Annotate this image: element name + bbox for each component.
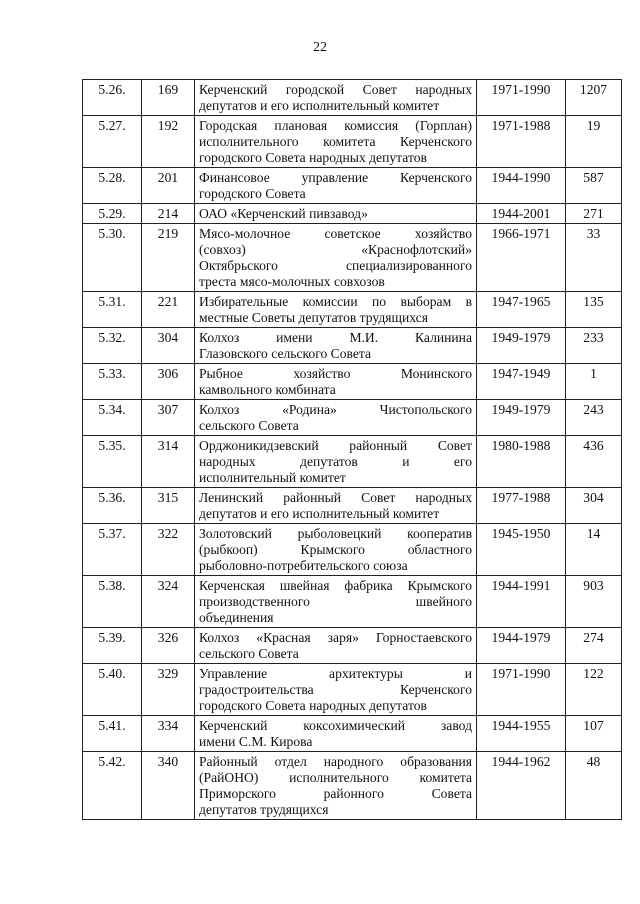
file-count-cell: 1 [566,364,622,400]
file-count-cell: 122 [566,664,622,716]
fund-name-line: (совхоз) «Краснофлотский» [199,242,472,257]
row-index-cell: 5.32. [83,328,142,364]
fund-name-line: исполнительного комитета Керченского [199,134,472,149]
date-range-cell: 1944-1955 [477,716,566,752]
fund-name-line: треста мясо-молочных совхозов [199,274,385,289]
fund-name-line: сельского Совета [199,646,299,661]
date-range-cell: 1949-1979 [477,328,566,364]
fund-name-line: Колхоз «Красная заря» Горностаевского [199,630,472,645]
date-range-cell: 1966-1971 [477,224,566,292]
file-count-cell: 135 [566,292,622,328]
file-count-cell: 271 [566,204,622,224]
date-range-cell: 1944-1990 [477,168,566,204]
page-number: 22 [313,40,327,55]
fund-name-cell [195,80,477,116]
fund-name-line: Керченский городской Совет народных [199,82,472,97]
fund-name-cell [195,204,477,224]
fund-name-line: депутатов и его исполнительный комитет [199,506,440,521]
fund-number-cell: 192 [142,116,195,168]
row-index-cell: 5.42. [83,752,142,820]
fund-number-cell: 169 [142,80,195,116]
fund-name-line: имени С.М. Кирова [199,734,313,749]
row-index-cell: 5.40. [83,664,142,716]
fund-name-line: Керченская швейная фабрика Крымского [199,578,472,593]
fund-name-line: городского Совета народных депутатов [199,150,427,165]
fund-name-line: рыболовно-потребительского союза [199,558,408,573]
fund-number-cell: 322 [142,524,195,576]
fund-name-cell [195,628,477,664]
fund-name-cell [195,292,477,328]
table-row [83,524,622,576]
fund-number-cell: 306 [142,364,195,400]
fund-name-line: Колхоз «Родина» Чистопольского [199,402,472,417]
fund-name-cell [195,664,477,716]
fund-name-line: городского Совета народных депутатов [199,698,427,713]
fund-number-cell: 201 [142,168,195,204]
row-index-cell: 5.35. [83,436,142,488]
fund-number-cell: 329 [142,664,195,716]
fund-name-line: Приморского районного Совета [199,786,472,801]
file-count-cell: 14 [566,524,622,576]
file-count-cell: 903 [566,576,622,628]
table-row [83,488,622,524]
fund-name-line: сельского Совета [199,418,299,433]
file-count-cell: 436 [566,436,622,488]
fund-name-line: объединения [199,610,274,625]
table-row [83,116,622,168]
fund-name-cell [195,752,477,820]
row-index-cell: 5.33. [83,364,142,400]
fund-name-line: (РайОНО) исполнительного комитета [199,770,472,785]
file-count-cell: 304 [566,488,622,524]
fund-number-cell: 307 [142,400,195,436]
table-row [83,364,622,400]
row-index-cell: 5.29. [83,204,142,224]
date-range-cell: 1949-1979 [477,400,566,436]
row-index-cell: 5.39. [83,628,142,664]
fund-name-line: городского Совета [199,186,306,201]
fund-number-cell: 219 [142,224,195,292]
date-range-cell: 1977-1988 [477,488,566,524]
fund-name-line: местные Советы депутатов трудящихся [199,310,428,325]
fund-name-line: исполнительный комитет [199,470,346,485]
fund-name-line: Керченский коксохимический завод [199,718,472,733]
fund-name-line: депутатов трудящихся [199,802,329,817]
fund-number-cell: 221 [142,292,195,328]
file-count-cell: 48 [566,752,622,820]
fund-number-cell: 324 [142,576,195,628]
row-index-cell: 5.37. [83,524,142,576]
table-row [83,204,622,224]
fund-name-line: Мясо-молочное советское хозяйство [199,226,472,241]
file-count-cell: 1207 [566,80,622,116]
file-count-cell: 19 [566,116,622,168]
fund-name-line: Глазовского сельского Совета [199,346,372,361]
fund-name-line: Городская плановая комиссия (Горплан) [199,118,472,133]
fund-name-line: Финансовое управление Керченского [199,170,472,185]
fund-name-cell [195,716,477,752]
fund-name-line: градостроительства Керченского [199,682,472,697]
row-index-cell: 5.31. [83,292,142,328]
date-range-cell: 1944-1979 [477,628,566,664]
fund-number-cell: 326 [142,628,195,664]
fund-name-cell [195,524,477,576]
table-row [83,664,622,716]
table-row [83,576,622,628]
fund-name-cell [195,488,477,524]
fund-name-line: Ленинский районный Совет народных [199,490,472,505]
fund-number-cell: 314 [142,436,195,488]
fund-name-line: Избирательные комиссии по выборам в [199,294,472,309]
archive-funds-table [82,79,622,820]
date-range-cell: 1944-1962 [477,752,566,820]
file-count-cell: 274 [566,628,622,664]
file-count-cell: 33 [566,224,622,292]
fund-name-line: Управление архитектуры и [199,666,472,681]
fund-name-line: (рыбкооп) Крымского областного [199,542,472,557]
fund-number-cell: 315 [142,488,195,524]
table-row [83,168,622,204]
fund-number-cell: 304 [142,328,195,364]
file-count-cell: 233 [566,328,622,364]
row-index-cell: 5.38. [83,576,142,628]
fund-name-line: производственного швейного [199,594,472,609]
row-index-cell: 5.30. [83,224,142,292]
date-range-cell: 1944-2001 [477,204,566,224]
file-count-cell: 587 [566,168,622,204]
date-range-cell: 1980-1988 [477,436,566,488]
fund-name-line: ОАО «Керченский пивзавод» [199,206,368,221]
date-range-cell: 1945-1950 [477,524,566,576]
table-row [83,752,622,820]
fund-name-cell [195,576,477,628]
fund-number-cell: 340 [142,752,195,820]
table-row [83,628,622,664]
fund-name-line: народных депутатов и его [199,454,472,469]
date-range-cell: 1947-1965 [477,292,566,328]
fund-name-cell [195,116,477,168]
file-count-cell: 243 [566,400,622,436]
date-range-cell: 1971-1990 [477,80,566,116]
fund-name-line: Рыбное хозяйство Монинского [199,366,472,381]
fund-name-line: камвольного комбината [199,382,336,397]
table-row [83,436,622,488]
row-index-cell: 5.34. [83,400,142,436]
fund-name-cell [195,400,477,436]
row-index-cell: 5.28. [83,168,142,204]
file-count-cell: 107 [566,716,622,752]
table-row [83,328,622,364]
fund-name-cell [195,364,477,400]
date-range-cell: 1944-1991 [477,576,566,628]
fund-name-line: Колхоз имени М.И. Калинина [199,330,472,345]
fund-name-line: Районный отдел народного образования [199,754,472,769]
date-range-cell: 1971-1990 [477,664,566,716]
fund-name-cell [195,224,477,292]
fund-name-line: Золотовский рыболовецкий кооператив [199,526,472,541]
table-row [83,400,622,436]
row-index-cell: 5.27. [83,116,142,168]
row-index-cell: 5.26. [83,80,142,116]
table-row [83,716,622,752]
fund-name-line: Октябрьского специализированного [199,258,472,273]
date-range-cell: 1947-1949 [477,364,566,400]
date-range-cell: 1971-1988 [477,116,566,168]
row-index-cell: 5.41. [83,716,142,752]
fund-number-cell: 334 [142,716,195,752]
fund-name-cell [195,436,477,488]
fund-number-cell: 214 [142,204,195,224]
fund-name-line: Орджоникидзевский районный Совет [199,438,472,453]
row-index-cell: 5.36. [83,488,142,524]
table-row [83,224,622,292]
fund-name-cell [195,328,477,364]
table-row [83,292,622,328]
table-row [83,80,622,116]
fund-name-line: депутатов и его исполнительный комитет [199,98,440,113]
fund-name-cell [195,168,477,204]
